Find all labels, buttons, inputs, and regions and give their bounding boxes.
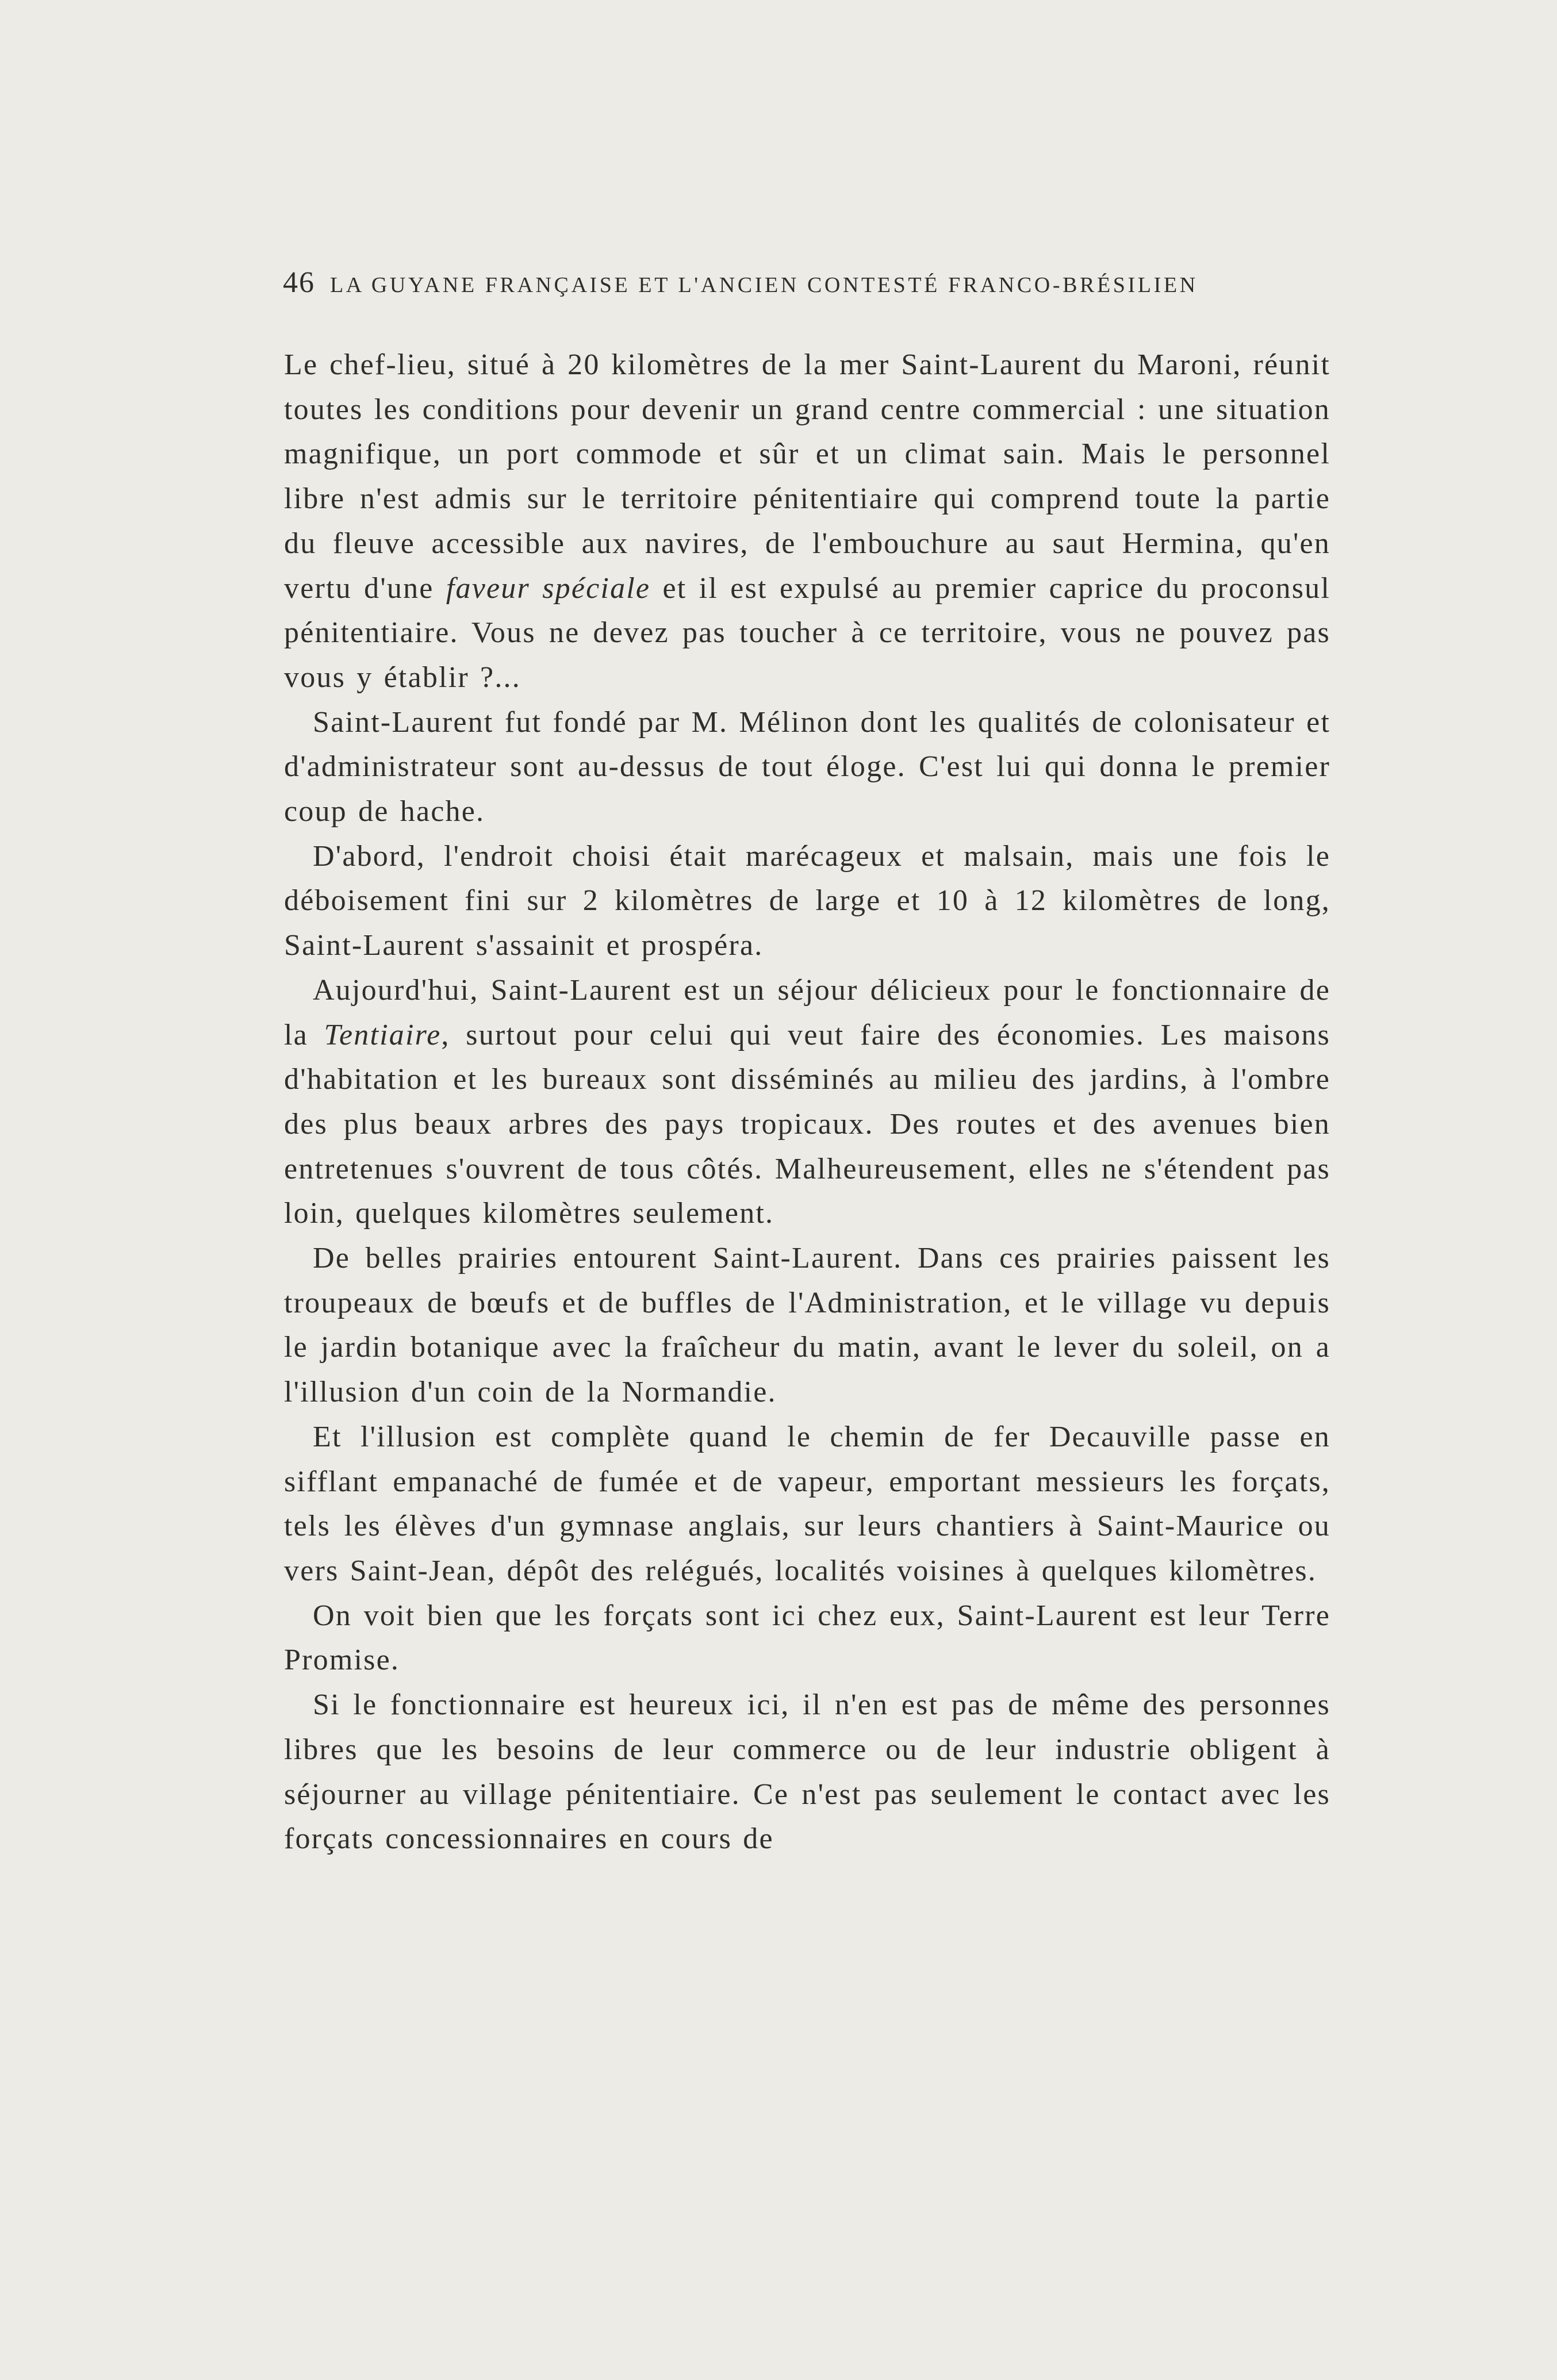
page-number: 46 — [283, 266, 315, 299]
paragraph-1-text: Le chef-lieu, situé à 20 kilomètres de la mer Saint-Laurent du Maroni, réunit toutes les conditions pour devenir un grand centre commercial : une situation magnifique, un port commode et sûr et un climat sain. Mais le personnel libre n'est admis sur le territoire pénitentiaire qui comprend toute la partie du fleuve accessible aux navires, de l'embouchure au saut Hermina, qu'en vertu d'une — [284, 348, 1330, 605]
paragraph-7: On voit bien que les forçats sont ici chez eux, Saint-Laurent est leur Terre Promise. — [284, 1599, 1330, 1677]
paragraph-4 — [284, 968, 1330, 1236]
paragraph-6: Et l'illusion est complète quand le chemin de fer Decauville passe en sifflant empanaché de fumée et de vapeur, emportant messieurs les forçats, tels les élèves d'un gymnase anglais, sur leurs chantiers à Saint-Maurice ou vers Saint-Jean, dépôt des relégués, localités voisines à quelques kilomètres. — [284, 1420, 1330, 1587]
running-title: LA GUYANE FRANÇAISE ET L'ANCIEN CONTESTÉ FRANCO-BRÉSILIEN — [330, 273, 1198, 297]
paragraph-1-text-end: et il est expulsé au premier caprice du proconsul pénitentiaire. Vous ne devez pas toucher à ce territoire, vous ne pouvez pas vous y établir ?... — [284, 571, 1330, 694]
running-head — [283, 266, 1283, 300]
paragraph-4-text-end: , surtout pour celui qui veut faire des économies. Les maisons d'habitation et les bureaux sont disséminés au milieu des jardins, à l'ombre des plus beaux arbres des pays tropicaux. Des routes et des avenues bien entretenues s'ouvrent de tous côtés. Malheureusement, elles ne s'étendent pas loin, quelques kilomètres seulement. — [284, 1018, 1330, 1230]
paragraph-2: Saint-Laurent fut fondé par M. Mélinon dont les qualités de colonisateur et d'administrateur sont au-dessus de tout éloge. C'est lui qui donna le premier coup de hache. — [284, 705, 1330, 828]
paragraph-1-italic: faveur spéciale — [446, 571, 651, 605]
paragraph-4-text: Aujourd'hui, Saint-Laurent est un séjour délicieux pour le fonctionnaire de la — [284, 973, 1330, 1051]
paragraph-8: Si le fonctionnaire est heureux ici, il n'en est pas de même des personnes libres que les besoins de leur commerce ou de leur industrie obligent à séjourner au village pénitentiaire. Ce n'est pas seulement le contact avec les forçats concessionnaires en cours de — [284, 1688, 1330, 1856]
paragraph-5: De belles prairies entourent Saint-Laurent. Dans ces prairies paissent les troupeaux de bœufs et de buffles de l'Administration, et le village vu depuis le jardin botanique avec la fraîcheur du matin, avant le lever du soleil, on a l'illusion d'un coin de la Normandie. — [284, 1242, 1330, 1409]
body-text — [284, 343, 1330, 1861]
paragraph-1 — [284, 343, 1330, 700]
paragraph-3: D'abord, l'endroit choisi était marécageux et malsain, mais une fois le déboisement fini sur 2 kilomètres de large et 10 à 12 kilomètres de long, Saint-Laurent s'assainit et prospéra. — [284, 839, 1330, 962]
paragraph-4-italic: Tentiaire — [324, 1018, 442, 1051]
